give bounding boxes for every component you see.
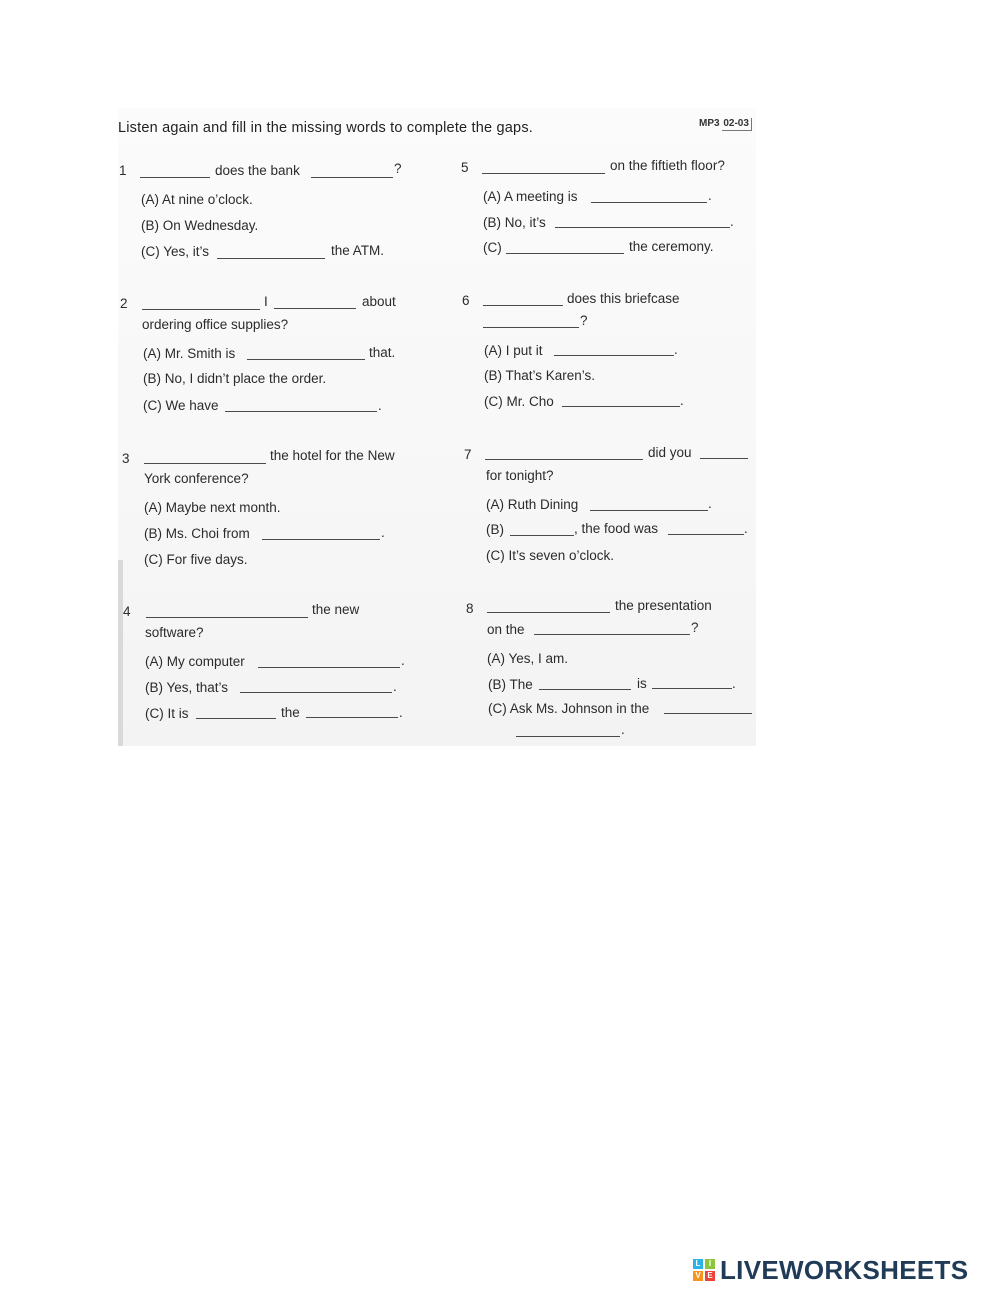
instruction-heading: Listen again and fill in the missing words to complete the gaps. (118, 120, 533, 136)
option-a: (A) Ruth Dining (486, 497, 579, 512)
question-number: 6 (462, 293, 470, 308)
answer-gap[interactable] (668, 534, 744, 535)
question-text: the presentation (615, 598, 712, 613)
answer-gap[interactable] (554, 355, 674, 356)
option-a-text: . (708, 496, 712, 511)
answer-gap[interactable] (652, 688, 732, 689)
answer-gap[interactable] (562, 406, 680, 407)
badge-letter-l: L (693, 1259, 703, 1269)
question-text: the new (312, 602, 360, 617)
option-c: (C) Mr. Cho (484, 394, 554, 409)
option-a: (A) Mr. Smith is (143, 346, 236, 361)
audio-code: 02-03 (722, 118, 752, 131)
option-b-text: , the food was (574, 521, 659, 536)
option-a-text: that. (369, 345, 396, 360)
answer-gap[interactable] (140, 177, 210, 178)
option-c: (C) (483, 240, 502, 255)
option-b: (B) On Wednesday. (141, 218, 259, 233)
option-b-text: . (732, 676, 736, 691)
answer-gap[interactable] (247, 359, 365, 360)
question-number: 8 (466, 601, 474, 616)
answer-gap[interactable] (590, 510, 708, 511)
question-text: on the fiftieth floor? (610, 158, 725, 173)
option-c-text: . (680, 393, 684, 408)
answer-gap[interactable] (146, 617, 308, 618)
answer-gap[interactable] (311, 177, 393, 178)
question-text: ? (580, 313, 588, 328)
badge-letter-v: V (693, 1271, 703, 1281)
option-a-text: . (674, 342, 678, 357)
option-b: (B) The (488, 677, 533, 692)
brand-name: LIVEWORKSHEETS (720, 1254, 969, 1285)
answer-gap[interactable] (534, 634, 690, 635)
option-b: (B) No, I didn’t place the order. (143, 371, 327, 386)
option-c-text: the (281, 705, 300, 720)
option-b: (B) (486, 522, 504, 537)
question-text: the hotel for the New (270, 448, 395, 463)
answer-gap[interactable] (591, 202, 707, 203)
option-c: (C) Yes, it’s (141, 244, 210, 259)
answer-gap[interactable] (240, 692, 392, 693)
option-b-text: . (393, 679, 397, 694)
question-text: ordering office supplies? (142, 317, 289, 332)
badge-letter-i: I (705, 1259, 715, 1269)
question-text: ? (394, 161, 402, 176)
option-b: (B) No, it’s (483, 215, 546, 230)
question-text: does the bank (215, 163, 300, 178)
option-a: (A) My computer (145, 654, 245, 669)
answer-gap[interactable] (555, 227, 730, 228)
audio-track-label (699, 118, 752, 129)
answer-gap[interactable] (274, 308, 356, 309)
answer-gap[interactable] (258, 667, 400, 668)
question-number: 1 (119, 163, 127, 178)
question-number: 2 (120, 296, 128, 311)
answer-gap[interactable] (482, 173, 605, 174)
option-b-text: . (381, 525, 385, 540)
question-text: York conference? (144, 471, 249, 486)
question-text: software? (145, 625, 204, 640)
answer-gap[interactable] (142, 309, 260, 310)
option-a: (A) A meeting is (483, 189, 578, 204)
logo-badge-icon (693, 1259, 715, 1281)
option-c: (C) It’s seven o’clock. (486, 548, 615, 563)
option-a: (A) Yes, I am. (487, 651, 569, 666)
answer-gap[interactable] (506, 253, 624, 254)
question-text: for tonight? (486, 468, 554, 483)
answer-gap[interactable] (306, 717, 398, 718)
option-c-text: . (621, 722, 625, 737)
question-text: did you (648, 445, 692, 460)
scan-edge-shadow (118, 560, 123, 746)
liveworksheets-logo[interactable] (693, 1256, 968, 1284)
option-b-text: . (730, 214, 734, 229)
answer-gap[interactable] (196, 718, 276, 719)
answer-gap[interactable] (217, 258, 325, 259)
answer-gap[interactable] (539, 689, 631, 690)
answer-gap[interactable] (483, 305, 563, 306)
option-b-text: . (744, 521, 748, 536)
question-number: 3 (122, 451, 130, 466)
question-text: ? (691, 620, 699, 635)
option-b-text: is (637, 676, 647, 691)
question-number: 5 (461, 160, 469, 175)
answer-gap[interactable] (225, 411, 377, 412)
answer-gap[interactable] (664, 713, 752, 714)
question-number: 7 (464, 447, 472, 462)
option-b: (B) Yes, that’s (145, 680, 229, 695)
answer-gap[interactable] (483, 327, 579, 328)
question-text: I (264, 294, 268, 309)
audio-prefix: MP3 (699, 118, 720, 129)
option-c-text: . (378, 398, 382, 413)
question-text: about (362, 294, 396, 309)
option-a: (A) Maybe next month. (144, 500, 281, 515)
question-number: 4 (123, 604, 131, 619)
option-c-text: the ceremony. (629, 239, 714, 254)
option-c: (C) For five days. (144, 552, 248, 567)
option-b: (B) That’s Karen’s. (484, 368, 596, 383)
answer-gap[interactable] (510, 535, 574, 536)
answer-gap[interactable] (144, 463, 266, 464)
answer-gap[interactable] (262, 539, 380, 540)
answer-gap[interactable] (700, 458, 748, 459)
option-a-text: . (401, 653, 405, 668)
option-a: (A) I put it (484, 343, 543, 358)
option-a: (A) At nine o’clock. (141, 192, 253, 207)
answer-gap[interactable] (485, 459, 643, 460)
question-text: on the (487, 622, 525, 637)
answer-gap[interactable] (487, 612, 610, 613)
badge-letter-e: E (705, 1271, 715, 1281)
option-c: (C) We have (143, 398, 219, 413)
option-c: (C) Ask Ms. Johnson in the (488, 701, 650, 716)
option-a-text: . (708, 188, 712, 203)
question-text: does this briefcase (567, 291, 680, 306)
option-c-text: the ATM. (331, 243, 385, 258)
answer-gap[interactable] (516, 736, 620, 737)
option-c: (C) It is (145, 706, 189, 721)
option-c-text: . (399, 705, 403, 720)
option-b: (B) Ms. Choi from (144, 526, 250, 541)
